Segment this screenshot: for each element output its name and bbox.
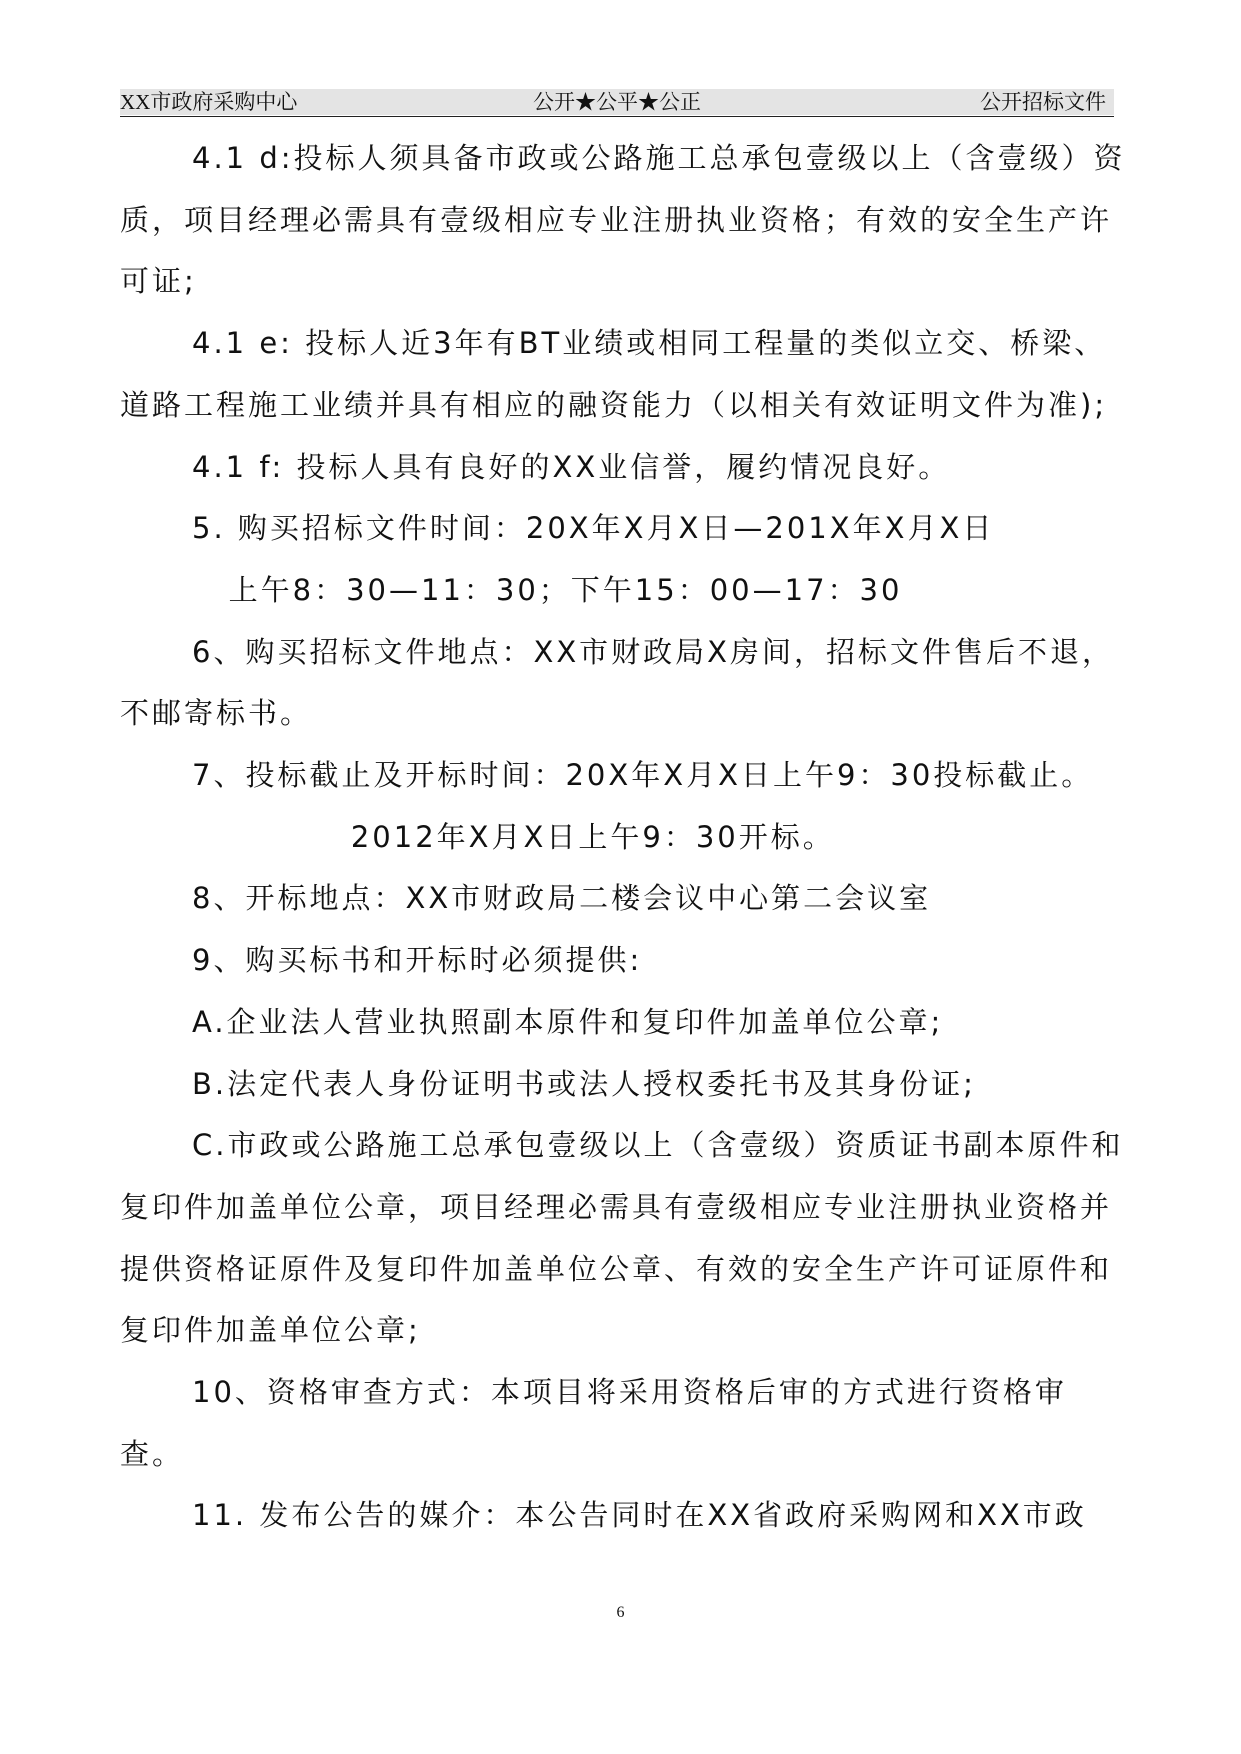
header-document-type: 公开招标文件 xyxy=(980,90,1106,114)
paragraph-9-item-b: B.法定代表人身份证明书或法人授权委托书及其身份证; xyxy=(192,1066,976,1101)
header-motto: 公开★公平★公正 xyxy=(533,90,701,114)
page-header xyxy=(120,89,1114,115)
paragraph-11-announcement-media: 11. 发布公告的媒介：本公告同时在XX省政府采购网和XX市政 xyxy=(192,1498,1087,1533)
paragraph-9-required-documents: 9、购买标书和开标时必须提供: xyxy=(192,943,643,978)
header-divider xyxy=(120,116,1114,117)
paragraph-5-purchase-time: 5. 购买招标文件时间：20X年X月X日—201X年X月X日 xyxy=(192,511,995,546)
paragraph-6-purchase-location: 6、购买招标文件地点：XX市财政局X房间，招标文件售后不退，不邮寄标书。 xyxy=(120,634,1115,731)
paragraph-8-opening-location: 8、开标地点：XX市财政局二楼会议中心第二会议室 xyxy=(192,881,932,916)
paragraph-4-1-d: 4.1 d:投标人须具备市政或公路施工总承包壹级以上（含壹级）资质，项目经理必需具有壹级相应专业注册执业资格；有效的安全生产许可证; xyxy=(120,141,1126,299)
paragraph-7-deadline: 7、投标截止及开标时间：20X年X月X日上午9：30投标截止。 xyxy=(192,758,1094,793)
paragraph-4-1-e: 4.1 e: 投标人近3年有BT业绩或相同工程量的类似立交、桥梁、道路工程施工业绩并具有相应的融资能力（以相关有效证明文件为准); xyxy=(120,326,1108,422)
document-body xyxy=(120,128,1130,1547)
page-number: 6 xyxy=(616,1604,625,1621)
paragraph-10-qualification-review: 10、资格审查方式：本项目将采用资格后审的方式进行资格审查。 xyxy=(120,1375,1067,1471)
paragraph-5-hours: 上午8：30—11：30；下午15：00—17：30 xyxy=(192,572,903,607)
paragraph-7-opening: 2012年X月X日上午9：30开标。 xyxy=(192,819,835,854)
paragraph-4-1-f: 4.1 f: 投标人具有良好的XX业信誉，履约情况良好。 xyxy=(192,449,951,484)
paragraph-9-item-a: A.企业法人营业执照副本原件和复印件加盖单位公章; xyxy=(192,1004,944,1039)
paragraph-9-item-c: C.市政或公路施工总承包壹级以上（含壹级）资质证书副本原件和复印件加盖单位公章，项目经理必需具有壹级相应专业注册执业资格并提供资格证原件及复印件加盖单位公章、有效的安全生产许可证原件和复印件加盖单位公章; xyxy=(120,1128,1124,1348)
header-organization: XX市政府采购中心 xyxy=(120,90,298,114)
